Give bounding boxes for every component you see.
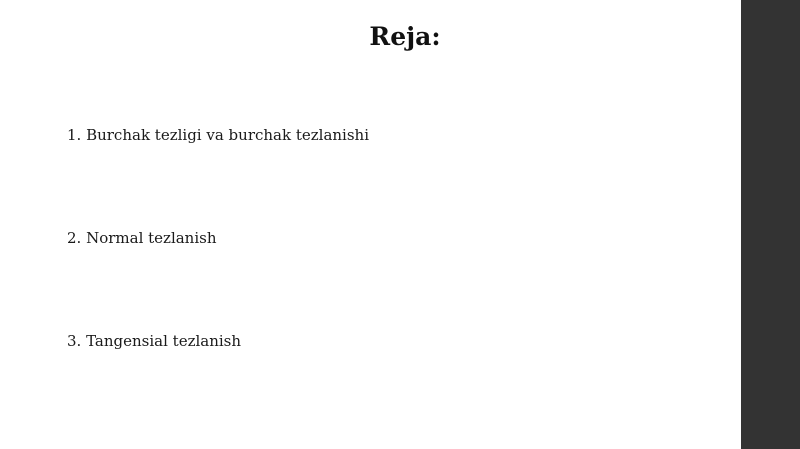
plan-item-3: 3. Tangensial tezlanish [67, 332, 242, 350]
plan-item-2: 2. Normal tezlanish [67, 229, 217, 247]
slide-title: Reja: [369, 22, 441, 51]
side-panel [741, 0, 800, 449]
plan-item-1: 1. Burchak tezligi va burchak tezlanishi [67, 126, 370, 144]
